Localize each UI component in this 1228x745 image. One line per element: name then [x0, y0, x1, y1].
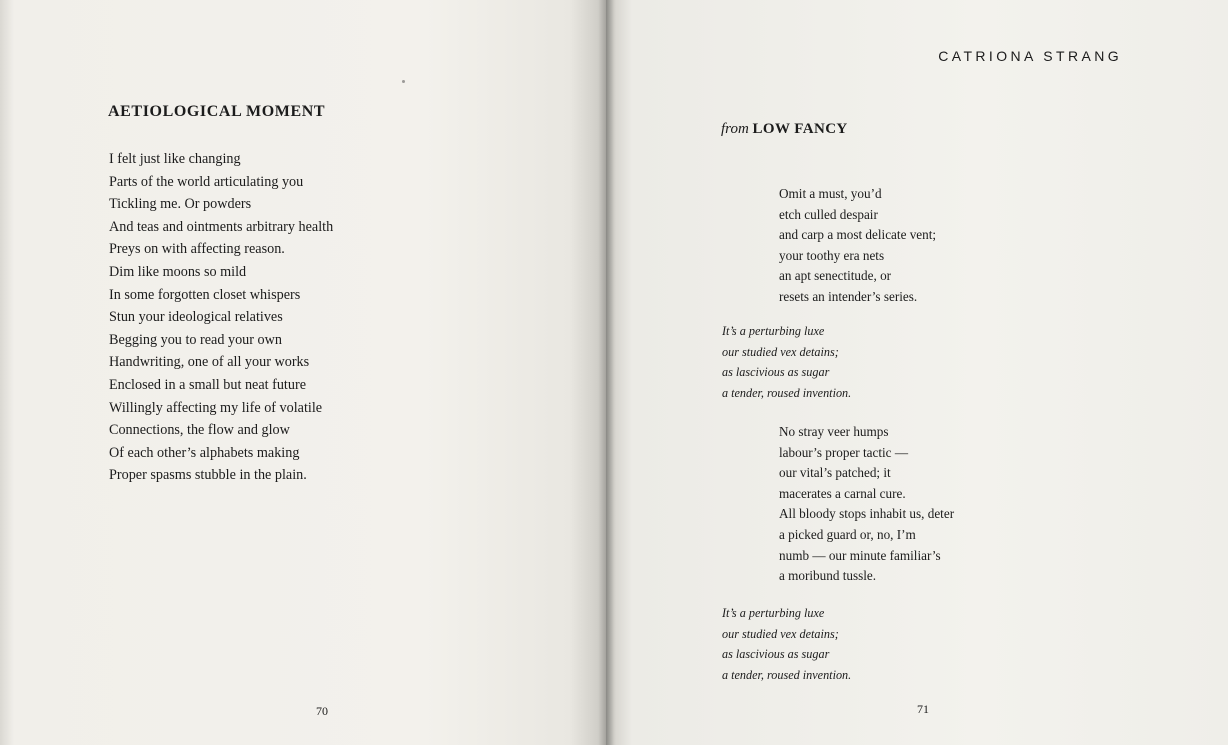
poem-line: as lascivious as sugar: [722, 647, 830, 662]
running-head: CATRIONA STRANG: [938, 48, 1122, 64]
page-number: 70: [316, 704, 328, 718]
poem-line: In some forgotten closet whispers: [109, 286, 301, 303]
poem-line: macerates a carnal cure.: [779, 485, 906, 501]
poem-line: our vital’s patched; it: [779, 465, 891, 481]
poem-line: your toothy era nets: [779, 247, 885, 263]
poem-line: our studied vex detains;: [722, 344, 839, 359]
refrain: [722, 606, 851, 688]
poem-line: Connections, the flow and glow: [109, 422, 290, 439]
poem-line: Preys on with affecting reason.: [109, 241, 285, 258]
poem-line: Dim like moons so mild: [109, 263, 247, 280]
poem-line: an apt senectitude, or: [779, 268, 892, 284]
poem-line: All bloody stops inhabit us, deter: [779, 506, 955, 522]
poem-line: Enclosed in a small but neat future: [109, 376, 306, 393]
poem-line: as lascivious as sugar: [722, 365, 830, 380]
poem-line: Proper spasms stubble in the plain.: [109, 467, 307, 484]
poem-line: Tickling me. Or powders: [109, 196, 252, 213]
poem-line: resets an intender’s series.: [779, 288, 918, 304]
poem-line: No stray veer humps: [779, 424, 889, 439]
page-number: 71: [917, 702, 929, 716]
poem-line: Parts of the world articulating you: [109, 173, 304, 190]
poem-line: I felt just like changing: [109, 151, 241, 167]
section-title: [721, 121, 848, 138]
poem-line: Begging you to read your own: [109, 331, 282, 348]
poem-line: Willingly affecting my life of volatile: [109, 399, 323, 416]
poem-line: It’s a perturbing luxe: [722, 324, 825, 338]
section-title-name: LOW FANCY: [752, 121, 848, 137]
poem-title: AETIOLOGICAL MOMENT: [108, 103, 326, 120]
poem-line: a moribund tussle.: [779, 568, 877, 584]
poem-line: It’s a perturbing luxe: [722, 606, 825, 620]
refrain: [722, 324, 851, 406]
left-page: [0, 0, 606, 745]
poem-line: Omit a must, you’d: [779, 186, 882, 201]
right-page: [606, 0, 1228, 745]
poem-line: And teas and ointments arbitrary health: [109, 218, 334, 235]
poem-line: Stun your ideological relatives: [109, 309, 283, 326]
stanza: [779, 186, 936, 310]
poem-line: a tender, roused invention.: [722, 667, 852, 682]
poem-line: a picked guard or, no, I’m: [779, 526, 916, 542]
ink-speck: [402, 80, 405, 83]
poem-line: our studied vex detains;: [722, 626, 839, 641]
poem-line: Of each other’s alphabets making: [109, 444, 300, 461]
poem-line: and carp a most delicate vent;: [779, 227, 937, 243]
poem-line: numb — our minute familiar’s: [779, 547, 941, 563]
poem-line: labour’s proper tactic —: [779, 444, 909, 460]
book-gutter: [598, 0, 614, 745]
poem-body: [109, 151, 333, 490]
stanza: [779, 424, 954, 589]
poem-line: Handwriting, one of all your works: [109, 354, 310, 371]
section-title-prefix: from: [721, 121, 749, 137]
poem-line: etch culled despair: [779, 206, 878, 222]
poem-line: a tender, roused invention.: [722, 385, 852, 400]
